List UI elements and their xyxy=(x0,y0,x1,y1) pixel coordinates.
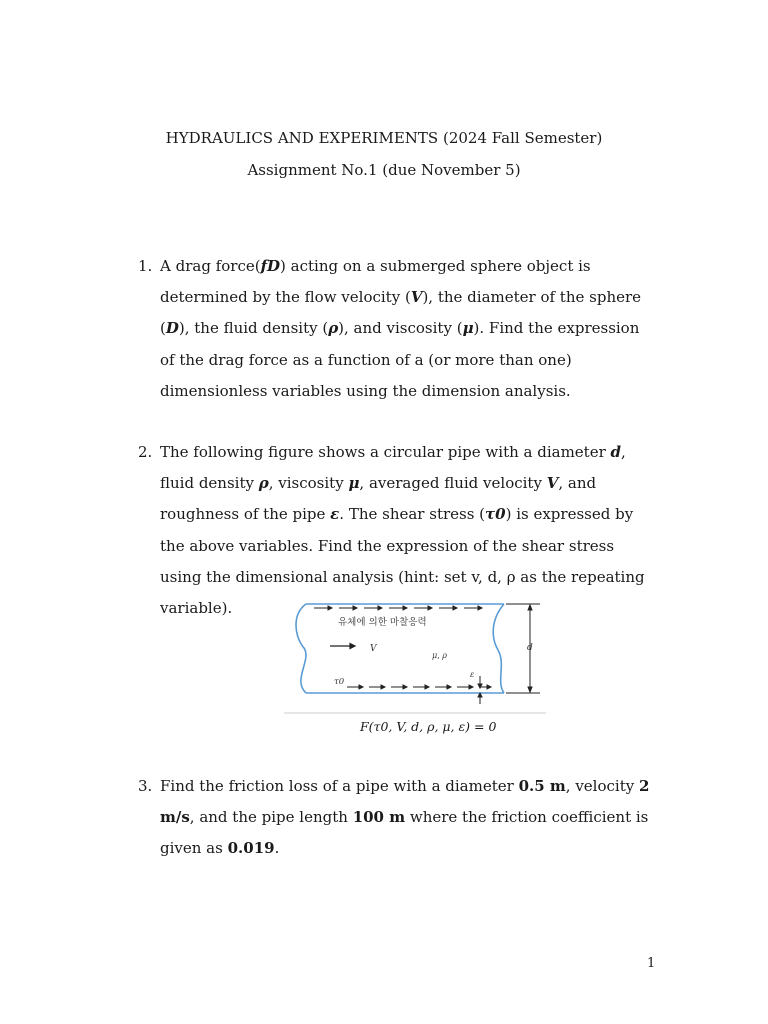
question-text: The following figure shows a circular pipe with a diameter d, fluid density ρ, viscosity μ, averaged fluid velocity V, and roughness of the pipe ε. The shear stress (τ0) is expressed by the above variables. Find the expression of the shear stress using the dimensional analysis (hint: set v, d, ρ as the repeating variable). xyxy=(160,443,645,618)
korean-label: 유체에 의한 마찰응력 xyxy=(338,617,427,628)
document-subtitle: Assignment No.1 (due November 5) xyxy=(247,161,521,179)
question-number: 2. xyxy=(138,443,153,461)
figure-equation: F(τ0, V, d, ρ, μ, ε) = 0 xyxy=(360,719,497,734)
velocity-label: V xyxy=(370,644,377,654)
question-number: 1. xyxy=(138,257,153,275)
diameter-label: d xyxy=(527,643,533,653)
roughness-label: ε xyxy=(470,670,475,679)
props-label: μ, ρ xyxy=(432,651,447,660)
document-title: HYDRAULICS AND EXPERIMENTS (2024 Fall Semester) xyxy=(165,129,603,147)
question-text: Find the friction loss of a pipe with a diameter 0.5 m, velocity 2 m/s, and the pipe length 100 m where the friction coefficient is given as 0.019. xyxy=(160,777,650,858)
shear-label: τ0 xyxy=(334,677,345,687)
question-1 xyxy=(138,251,658,407)
question-text: A drag force(fD) acting on a submerged sphere object is determined by the flow velocity (V), the diameter of the sphere (D), the fluid density (ρ), and viscosity (μ). Find the expression of the drag force as a function of a (or more than one) dimensionless variables using the dimension analysis. xyxy=(160,257,642,400)
question-3 xyxy=(138,771,658,865)
question-number: 3. xyxy=(138,777,153,795)
page-number: 1 xyxy=(647,956,656,971)
